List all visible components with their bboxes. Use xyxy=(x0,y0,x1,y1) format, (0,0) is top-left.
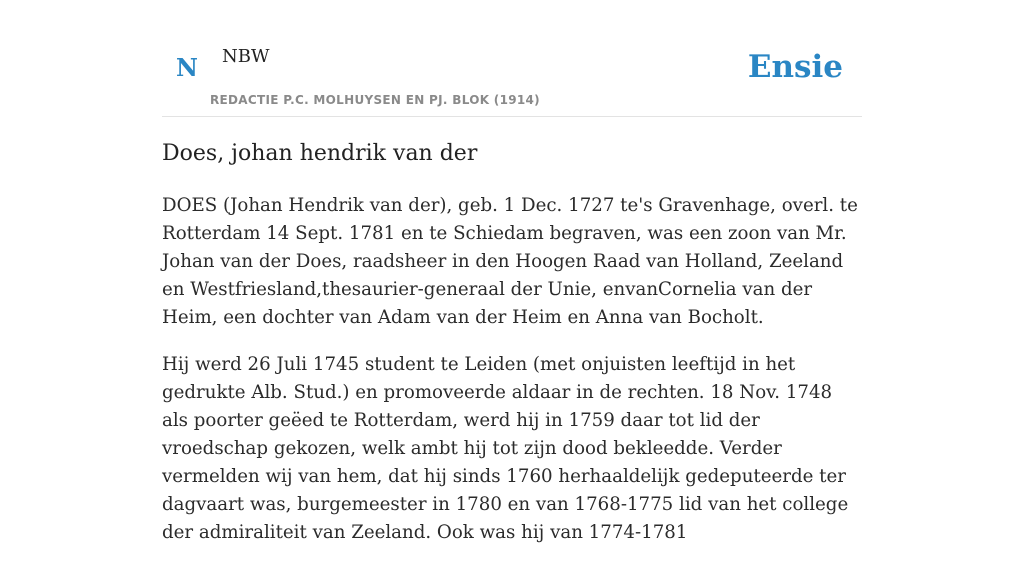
brand-logo[interactable]: Ensie xyxy=(747,49,843,85)
article-body xyxy=(162,192,862,566)
source-name[interactable]: NBW xyxy=(222,46,270,67)
article-paragraph: DOES (Johan Hendrik van der), geb. 1 Dec. 1727 te's Gravenhage, overl. te Rotterdam 14 Sept. 1781 en te Schiedam begraven, was een zoon van Mr. Johan van der Does, raadsheer in den Hoogen Raad van Holland, Zeeland en Westfriesland,thesaurier-generaal der Unie, envanCornelia van der Heim, een dochter van Adam van der Heim en Anna van Bocholt. xyxy=(162,195,858,328)
source-subtitle: REDACTIE P.C. MOLHUYSEN EN PJ. BLOK (1914) xyxy=(210,93,540,107)
page-title: Does, johan hendrik van der xyxy=(162,141,478,166)
source-logo[interactable]: N xyxy=(176,53,198,82)
source-header xyxy=(162,0,862,117)
article-paragraph: Hij werd 26 Juli 1745 student te Leiden (met onjuisten leeftijd in het gedrukte Alb. Stud.) en promoveerde aldaar in de rechten. 18 Nov. 1748 als poorter geëed te Rotterdam, werd hij in 1759 daar tot lid der vroedschap gekozen, welk ambt hij tot zijn dood bekleedde. Verder vermelden wij van hem, dat hij sinds 1760 herhaaldelijk gedeputeerde ter dagvaart was, burgemeester in 1780 en van 1768-1775 lid van het college der admiraliteit van Zeeland. Ook was hij van 1774-1781 xyxy=(162,354,849,543)
